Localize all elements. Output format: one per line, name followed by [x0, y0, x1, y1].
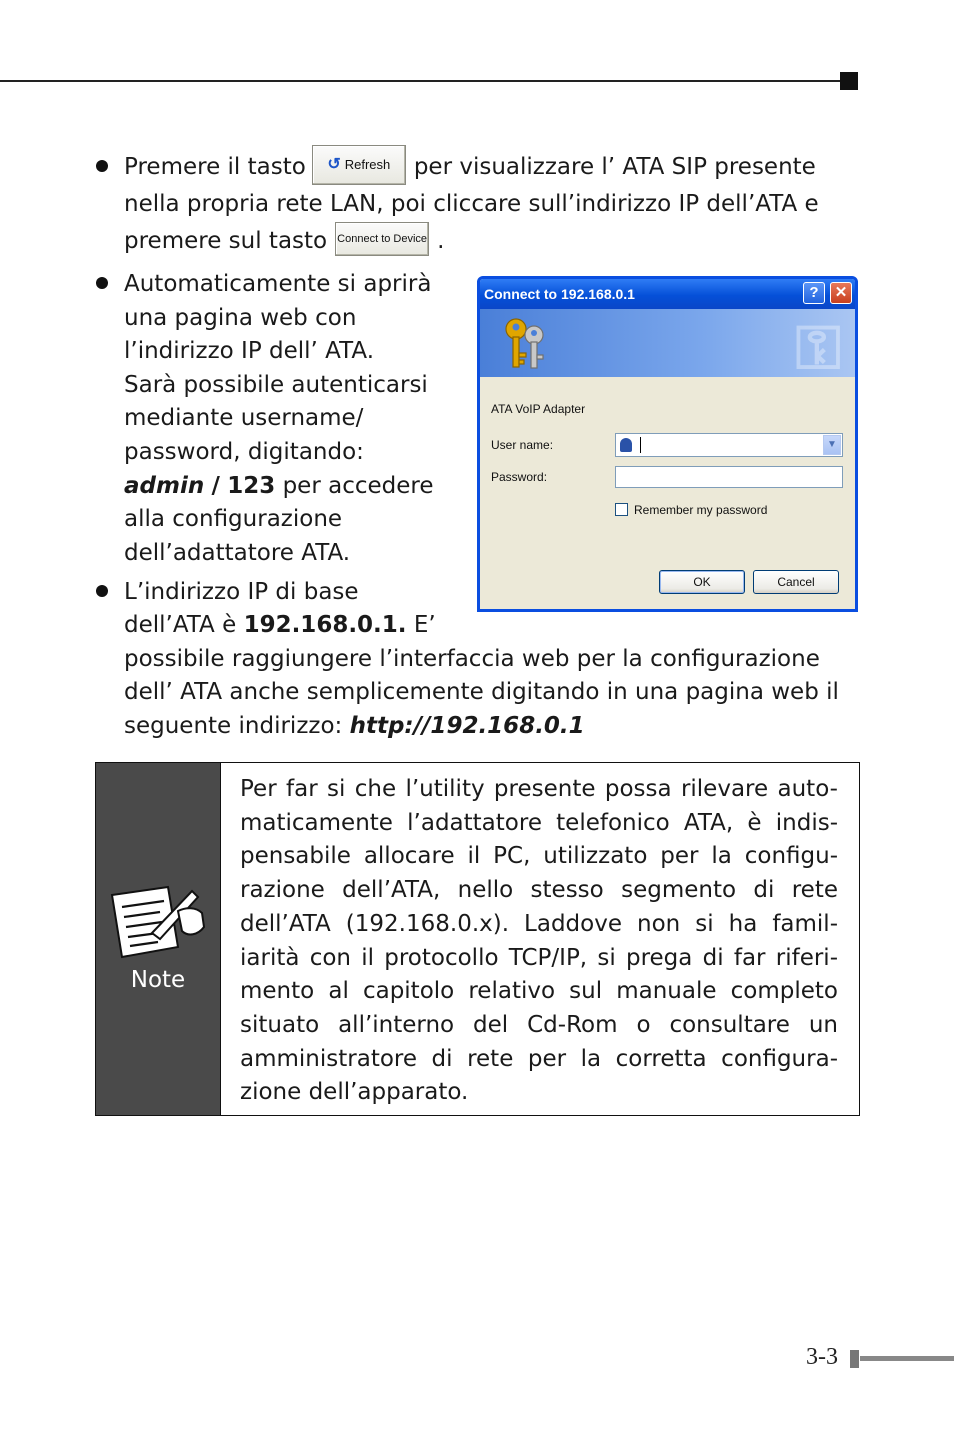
page-number: 3-3 [806, 1344, 838, 1370]
dialog-title-bar [480, 279, 855, 309]
login-dialog [477, 276, 858, 612]
remember-password-checkbox[interactable] [615, 503, 628, 516]
footer-rule [860, 1356, 954, 1361]
remember-password-label[interactable]: Remember my password [634, 503, 768, 517]
bullet1-line3 [124, 224, 444, 258]
refresh-icon: ↺ [327, 155, 341, 173]
keys-icon [498, 315, 554, 373]
bullet1-line2: nella propria rete LAN, poi cliccare sull’indirizzo IP dell’ATA e [124, 191, 819, 217]
header-rule [0, 80, 842, 82]
bullet3-line1: L’indirizzo IP di base [124, 579, 359, 605]
bullet3-line4: dell’ ATA anche semplicemente digitando in una pagina web il [124, 679, 839, 705]
ok-button[interactable]: OK [659, 570, 745, 594]
footer-marker [850, 1350, 859, 1368]
default-ip-address: 192.168.0.1. [243, 612, 407, 638]
bullet3-text-a: dell’ATA è [124, 612, 237, 638]
note-box [95, 762, 860, 1116]
bullet2-line: l’indirizzo IP dell’ ATA. [124, 338, 375, 364]
bullet2-credentials-line [124, 469, 433, 503]
dialog-banner [480, 309, 855, 383]
bullet2-line: Sarà possibile autenticarsi [124, 371, 428, 398]
text-caret [640, 437, 641, 453]
password-input[interactable] [615, 466, 843, 488]
banner-watermark-icon: ⚿ [795, 313, 841, 383]
bullet3-line3: possibile raggiungere l’interfaccia web per la configurazione [124, 646, 820, 672]
bullet1-text-b: per visualizzare l’ ATA SIP presente [413, 154, 816, 180]
user-name-label: User name: [491, 438, 554, 452]
dialog-body [480, 377, 855, 609]
bullet1-text-end: . [437, 228, 445, 254]
bullet-dot [96, 160, 108, 172]
bullet3-line5 [124, 709, 585, 743]
note-pen-icon [108, 885, 208, 965]
note-sidebar [96, 763, 221, 1115]
bullet1-line1 [124, 150, 816, 185]
close-icon[interactable]: ✕ [830, 282, 852, 304]
bullet2-line: alla configurazione [124, 506, 343, 532]
bullet1-text-c: premere sul tasto [124, 228, 328, 254]
dialog-title: Connect to 192.168.0.1 [484, 286, 635, 302]
bullet2-line: dell’adattatore ATA. [124, 540, 351, 566]
credential-username: admin [124, 473, 205, 499]
dialog-realm: ATA VoIP Adapter [491, 402, 586, 416]
bullet2-line: Automaticamente si aprirà [124, 271, 432, 297]
header-square-marker [840, 72, 858, 90]
bullet-dot [96, 277, 108, 289]
credential-after-text: per accedere [282, 473, 434, 499]
bullet-dot [96, 585, 108, 597]
connect-to-device-button[interactable]: Connect to Device [335, 222, 429, 256]
cancel-button[interactable]: Cancel [753, 570, 839, 594]
credential-password: 123 [227, 473, 276, 499]
user-icon [620, 438, 632, 452]
credential-separator: / [211, 473, 220, 499]
bullet3-text-c: seguente indirizzo: [124, 713, 343, 739]
chevron-down-icon[interactable]: ▼ [823, 435, 841, 455]
bullet2-line: mediante username/ [124, 405, 364, 431]
note-text: Per far si che l’utility presente possa rilevare auto-maticamente l’adattatore telefonico ATA, è indis-pensabile allocare il PC, utilizzato per la configu-razione dell’ATA, nello stesso segmento di rete dell’ATA (192.168.0.x). Laddove non si ha famil-iarità con il protocollo TCP/IP, si prega di far riferi-mento al capitolo relativo sul manuale completo situato all’interno del Cd-Rom o consultare un amministratore di rete per la corretta configura-zione dell’apparato. [240, 776, 838, 1106]
user-name-input[interactable] [615, 433, 843, 457]
bullet3-text-b: E’ [413, 612, 436, 638]
note-label: Note [130, 967, 186, 993]
help-icon[interactable]: ? [803, 282, 825, 304]
bullet2-line: password, digitando: [124, 438, 364, 465]
refresh-button-label: Refresh [344, 156, 391, 172]
bullet3-line2 [124, 608, 436, 642]
bullet2-line: una pagina web con [124, 304, 357, 331]
bullet1-text-a: Premere il tasto [124, 154, 306, 180]
password-label: Password: [491, 470, 548, 484]
refresh-button[interactable] [312, 145, 406, 185]
web-address: http://192.168.0.1 [349, 713, 585, 739]
